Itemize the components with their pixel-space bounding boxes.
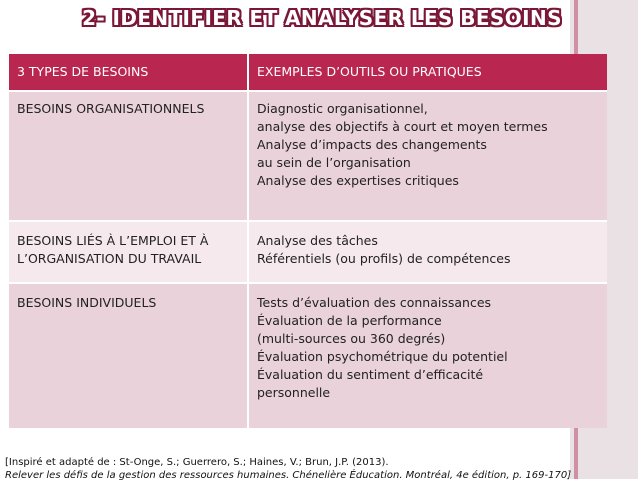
table-row [9, 221, 607, 283]
table-header-row [9, 54, 607, 91]
type-cell [9, 91, 248, 221]
example-line: Évaluation psychométrique du potentiel [257, 349, 508, 364]
example-line: analyse des objectifs à court et moyen termes [257, 119, 548, 134]
example-line: Tests d’évaluation des connaissances [257, 295, 492, 310]
header-examples: EXEMPLES D’OUTILS OU PRATIQUES [248, 54, 607, 91]
type-cell [9, 283, 248, 428]
type-cell [9, 221, 248, 283]
examples-cell [248, 283, 607, 428]
examples-cell [248, 221, 607, 283]
needs-table [9, 54, 607, 428]
table-row [9, 91, 607, 221]
table-row [9, 283, 607, 428]
example-line: Analyse d’impacts des changements [257, 137, 487, 152]
example-line: au sein de l’organisation [257, 155, 411, 170]
examples-cell [248, 91, 607, 221]
example-line: personnelle [257, 385, 331, 400]
type-line: BESOINS ORGANISATIONNELS [17, 101, 205, 116]
slide-title: 2- IDENTIFIER ET ANALYSER LES BESOINS [82, 6, 562, 30]
type-line: L’ORGANISATION DU TRAVAIL [17, 251, 202, 266]
example-line: Analyse des tâches [257, 233, 378, 248]
example-line: Diagnostic organisationnel, [257, 101, 428, 116]
example-line: Analyse des expertises critiques [257, 173, 459, 188]
reference-citation: [Inspiré et adapté de : St-Onge, S.; Guerrero, S.; Haines, V.; Brun, J.P. (2013). [5, 457, 389, 468]
example-line: Référentiels (ou profils) de compétences [257, 251, 511, 266]
type-line: BESOINS LIÉS À L’EMPLOI ET À [17, 233, 209, 248]
example-line: Évaluation de la performance [257, 313, 442, 328]
reference-citation-line-2: Relever les défis de la gestion des ressources humaines. Chénelière Éducation. Montréal, 4e édition, p. 169-170] [5, 470, 572, 481]
type-line: BESOINS INDIVIDUELS [17, 295, 157, 310]
header-types: 3 TYPES DE BESOINS [9, 54, 248, 91]
example-line: Évaluation du sentiment d’efficacité [257, 367, 484, 382]
example-line: (multi-sources ou 360 degrés) [257, 331, 446, 346]
